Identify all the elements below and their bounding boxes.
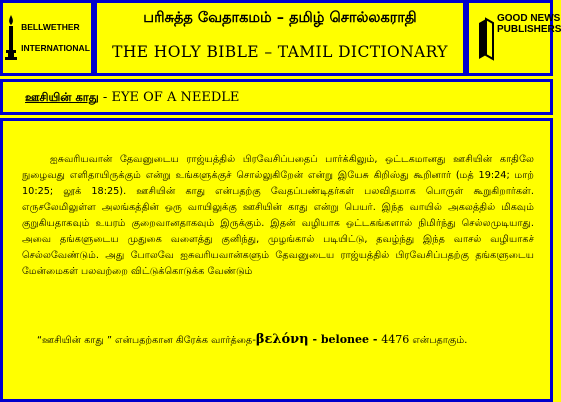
bellwether-logo-box: [0, 0, 94, 76]
bellwether-logo: [3, 3, 91, 73]
entry-english-word: EYE OF A NEEDLE: [111, 90, 240, 105]
definition-content: [0, 118, 553, 402]
candle-icon: [4, 13, 18, 63]
entry-title: [25, 90, 239, 106]
definition-paragraph: ஐசுவரியவான் தேவனுடைய ராஜ்யத்தில் பிரவேசிப்பதைப் பார்க்கிலும், ஒட்டகமானது ஊசியின் காதிலே நுழைவது எளிதாயிருக்கும் என்று உங்களுக்குச் சொல்லுகிறேன் என்று இயேசு கிறிஸ்து கூறினார் (மத் 19:24; மாற் 10:25; லூக் 18:25). ஊசியின் காது என்பதற்கு வேதப்பண்டிதர்கள் பலவிதமாக பொருள் கூறுகிறார்கள். எருசலேமிலுள்ள அலங்கத்தின் ஒரு வாயிலுக்கு ஊசியின் காது என்று பெயர். இந்த வாயில் அகலத்தில் மிகவும் குறுகியதாகவும் உயரம் குறைவானதாகவும் இருக்கும். இதன் வழியாக ஒட்டகங்களால் நிமிர்ந்து செல்லமுடியாது. அவை தங்களுடைய முதுகை வளைத்து குனிந்து, முழங்கால் படியிட்டு, தவழ்ந்து இந்த வாசல் வழியாகச் செல்லவேண்டும். அது போலவே ஐசுவரியவான்களும் தேவனுடைய ராஜ்யத்தில் பிரவேசிப்பதற்கு தங்களுடைய மேன்மைகள் பலவற்றை விட்டுக்கொடுக்க வேண்டும்: [22, 154, 534, 277]
entry-tamil-word: ஊசியின் காது: [25, 90, 99, 104]
greek-word-paragraph: [22, 332, 534, 349]
good-news-logo: [469, 3, 561, 73]
good-news-logo-box: [466, 0, 561, 76]
good-news-logo-line2: PUBLISHERS: [497, 24, 561, 35]
greek-suffix-text: என்பதாகும்.: [409, 335, 468, 346]
title-tamil: பரிசுத்த வேதாகமம் – தமிழ் சொல்லகராதி: [143, 10, 417, 26]
open-book-icon: [477, 15, 495, 63]
strongs-number: 4476: [381, 333, 410, 346]
bellwether-logo-line2: INTERNATIONAL: [21, 43, 90, 53]
good-news-logo-text: [497, 13, 561, 35]
good-news-logo-line1: GOOD NEWS: [497, 13, 561, 24]
greek-intro-text: “ஊசியின் காது ” என்பதற்கான கிரேக்க வார்த்தை-: [37, 335, 256, 346]
greek-word: βελόνη: [255, 332, 309, 347]
entry-separator: -: [98, 90, 112, 105]
bellwether-logo-text: [21, 21, 90, 55]
title-box: [94, 0, 466, 76]
title-english: THE HOLY BIBLE – TAMIL DICTIONARY: [112, 43, 448, 61]
bellwether-logo-line1: BELLWETHER: [21, 22, 80, 32]
entry-header: [0, 79, 553, 115]
greek-transliteration: - belonee -: [308, 333, 382, 346]
